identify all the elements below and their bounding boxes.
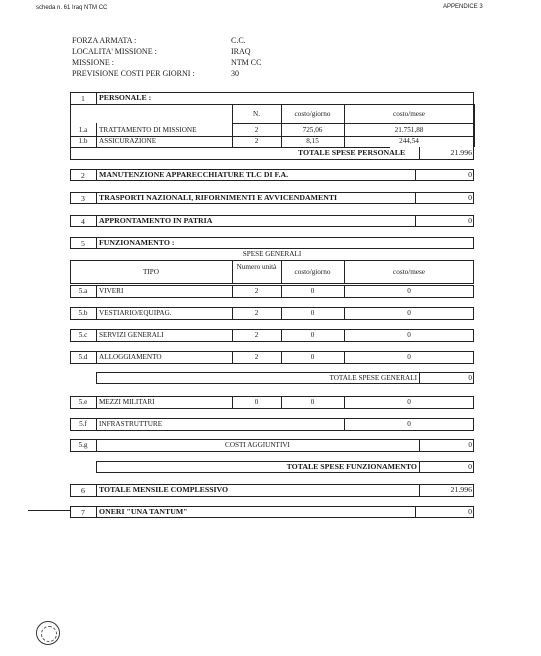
row-label: SERVIZI GENERALI [99,331,164,339]
totale-mensile-label: TOTALE MENSILE COMPLESSIVO [99,485,229,494]
total-personale-value: 21.996 [450,148,472,157]
totale-spese-generali-value: 0 [468,374,472,382]
divider [96,92,97,104]
column-header-costo-mese: costo/mese [393,110,425,118]
divider [96,484,97,497]
divider [474,104,475,147]
divider [96,396,97,409]
row-label: VIVERI [99,287,124,295]
row-costo-giorno: 0 [310,398,315,406]
meta-value-forza-armata: C.C. [231,36,246,45]
row-code: 5.f [79,420,87,428]
row-costo-mese: 0 [407,287,411,295]
oneri-value: 0 [468,507,472,516]
row-code: 5.e [78,398,88,406]
divider [232,123,474,124]
section-value: 0 [468,170,472,179]
section-number: 3 [81,194,85,203]
row-n: 2 [254,287,259,295]
section-label: MANUTENZIONE APPARECCHIATURE TLC DI F.A. [99,170,289,179]
meta-label-missione: MISSIONE : [72,58,115,67]
row-costo-giorno: 0 [310,287,315,295]
divider [96,192,97,204]
totale-mensile-value: 21.996 [450,485,472,494]
row-value: 0 [468,441,472,449]
divider [96,169,97,181]
document-reference: scheda n. 61 Iraq NTM CC [36,5,108,11]
totale-funzionamento-value: 0 [468,462,472,471]
row-n: 2 [254,309,259,317]
totale-funzionamento-label: TOTALE SPESE FUNZIONAMENTO [286,462,417,471]
column-header-costo-giorno: costo/giorno [294,268,331,276]
row-costo-giorno: 0 [310,331,315,339]
row-costo-giorno: 725,06 [302,126,323,134]
section-number: 5 [81,239,85,248]
divider [96,329,97,342]
row-code: 5.a [78,287,88,295]
divider [96,123,97,147]
column-header-costo-mese: costo/mese [393,268,425,276]
section-label: TRASPORTI NAZIONALI, RIFORNIMENTI E AVVICENDAMENTI [99,193,338,202]
divider [70,104,474,105]
row-costo-mese: 0 [407,353,411,361]
column-header-tipo: TIPO [143,268,159,276]
row-label: VESTIARIO/EQUIPAG. [99,309,172,317]
row-costo-mese: 0 [407,420,411,428]
official-seal-stamp [36,621,60,645]
meta-value-giorni: 30 [231,69,239,78]
section-number: 4 [81,217,85,226]
totale-spese-generali-label: TOTALE SPESE GENERALI [329,374,417,382]
row-costo-giorno: 8,15 [306,137,319,145]
section-label: APPRONTAMENTO IN PATRIA [99,216,213,225]
row-costo-mese: 244,54 [399,137,419,145]
row-n: 2 [254,137,259,145]
section-value: 0 [468,216,472,225]
meta-value-localita: IRAQ [231,47,251,56]
row-costo-mese: 0 [407,398,411,406]
row-code: 5.b [78,309,88,317]
section-title: PERSONALE : [99,93,152,102]
row-code: 5.d [78,353,88,361]
meta-label-forza-armata: FORZA ARMATA : [72,36,137,45]
row-label: COSTI AGGIUNTIVI [225,441,290,449]
divider [96,418,97,431]
divider [96,237,97,249]
row-costo-mese: 0 [407,309,411,317]
section-title: FUNZIONAMENTO : [99,238,175,247]
section-value: 0 [468,193,472,202]
meta-label-giorni: PREVISIONE COSTI PER GIORNI : [72,69,195,78]
row-label: ASSICURAZIONE [99,137,157,145]
divider [96,351,97,364]
copy-artifact-line [28,510,70,511]
column-header-numero-unita: Numero unità [236,263,277,271]
section-number: 7 [81,508,85,517]
row-n: 2 [254,331,259,339]
meta-value-missione: NTM CC [231,58,262,67]
row-n: 0 [254,398,259,406]
divider [96,215,97,227]
section-number: 6 [81,486,85,495]
row-code: 5.g [78,441,88,449]
divider [96,307,97,320]
row-costo-giorno: 0 [310,353,315,361]
row-code: 1.a [78,126,88,134]
row-code: 5.c [78,331,88,339]
section-number: 1 [81,94,85,103]
row-n: 2 [254,353,259,361]
column-header-costo-giorno: costo/giorno [294,110,331,118]
total-personale-label: TOTALE SPESE PERSONALE [298,148,406,157]
divider [96,285,97,298]
row-costo-mese: 0 [407,331,411,339]
row-costo-mese: 21.751,88 [394,126,424,134]
section-number: 2 [81,171,85,180]
row-label: ALLOGGIAMENTO [99,353,162,361]
column-header-n: N. [253,110,260,118]
divider [96,506,97,518]
row-costo-giorno: 0 [310,309,315,317]
row-label: TRATTAMENTO DI MISSIONE [99,126,197,134]
meta-label-localita: LOCALITA' MISSIONE : [72,47,157,56]
appendix-label: APPENDICE 3 [443,4,483,10]
oneri-label: ONERI "UNA TANTUM" [99,507,188,516]
row-n: 2 [254,126,259,134]
spese-generali-heading: SPESE GENERALI [242,250,302,258]
row-label: INFRASTRUTTURE [99,420,163,428]
row-code: 1.b [78,137,88,145]
row-label: MEZZI MILITARI [99,398,155,406]
